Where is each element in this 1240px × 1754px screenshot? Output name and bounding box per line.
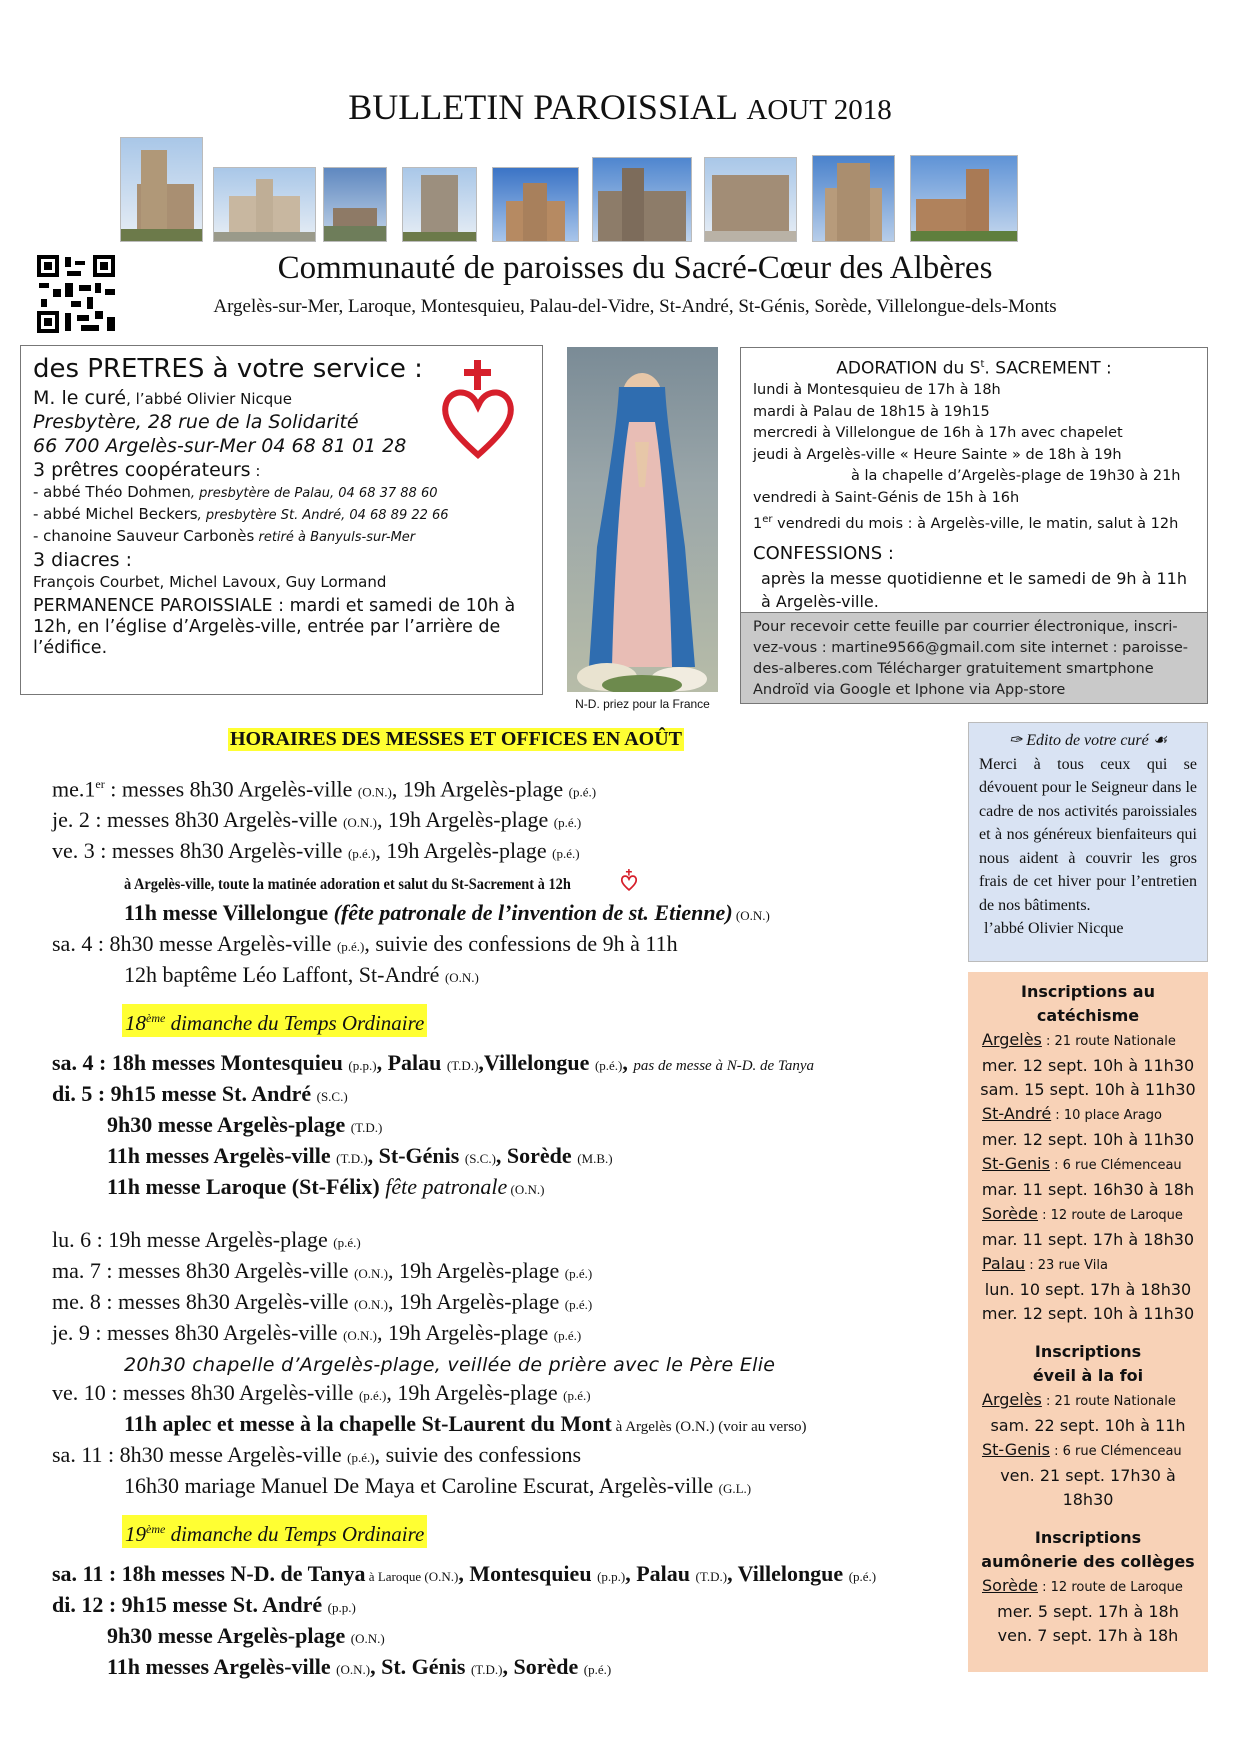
title-date: AOUT 2018 [746, 94, 892, 126]
madonna-caption: N-D. priez pour la France [575, 697, 710, 711]
inscription-date: mar. 11 sept. 16h30 à 18h [981, 1180, 1195, 1199]
schedule-row: 11h messe Villelongue (fête patronale de l’invention de st. Etienne) (O.N.) [124, 900, 770, 926]
villages-list: Argelès-sur-Mer, Laroque, Montesquieu, Palau-del-Vidre, St-André, St-Génis, Sorède, Villelongue-dels-Monts [213, 296, 1057, 317]
schedule-row: 20h30 chapelle d’Argelès-plage, veillée de prière avec le Père Elie [124, 1354, 776, 1377]
title-main: BULLETIN PAROISSIAL [348, 87, 738, 127]
priests-box: des PRETRES à votre service : M. le curé, l’abbé Olivier Nicque Presbytère, 28 rue de la Solidarité 66 700 Argelès-sur-Mer 04 68 81 01 28 3 prêtres coopérateurs : - abbé Théo Dohmen, presbytère de Palau, 04 68 37 88 60 - abbé Michel Beckers, presbytère St. André, 04 68 89 22 66 - chanoine Sauveur Carbonès retiré à Banyuls-sur-Mer 3 diacres : François Courbet, Michel Lavoux, Guy Lormand PERMANENCE PAROISSIALE : mardi et samedi de 10h à 12h, en l’église d’Argelès-ville, entrée par l’arrière de l’édifice. [20, 345, 543, 695]
schedule-row: je. 2 : messes 8h30 Argelès-ville (O.N.), 19h Argelès-plage (p.é.) [52, 807, 582, 833]
inscription-date: ven. 7 sept. 17h à 18h [997, 1626, 1179, 1645]
schedule-row: ma. 7 : messes 8h30 Argelès-ville (O.N.), 19h Argelès-plage (p.é.) [52, 1258, 593, 1284]
schedule-row: 9h30 messe Argelès-plage (T.D.) [107, 1112, 383, 1138]
inscription-date: sam. 22 sept. 10h à 11h [990, 1416, 1186, 1435]
sunday-18-heading: 18ème dimanche du Temps Ordinaire [52, 1004, 972, 1037]
schedule-row: à Argelès-ville, toute la matinée adoration et salut du St-Sacrement à 12h [52, 868, 972, 899]
presbytere-address: Presbytère, 28 rue de la Solidarité [33, 411, 359, 433]
adoration-line: jeudi à Argelès-ville « Heure Sainte » de 18h à 19h [753, 446, 1122, 463]
coop-name: - chanoine Sauveur Carbonès [33, 527, 255, 545]
madonna-statue-image [567, 347, 718, 692]
church-photo-6 [592, 157, 692, 242]
schedule-row: me. 8 : messes 8h30 Argelès-ville (O.N.), 19h Argelès-plage (p.é.) [52, 1289, 593, 1315]
aumonerie-title: Inscriptions [1034, 1528, 1142, 1547]
schedule-row: lu. 6 : 19h messe Argelès-plage (p.é.) [52, 1227, 361, 1253]
inscription-place: St-Genis [982, 1440, 1050, 1459]
schedule-row: di. 12 : 9h15 messe St. André (p.p.) [52, 1592, 356, 1618]
bulletin-title [0, 86, 1240, 128]
permanence-text: PERMANENCE PAROISSIALE : mardi et samedi de 10h à 12h, en l’église d’Argelès-ville, entrée par l’arrière de l’édifice. [33, 596, 516, 658]
schedule-row: me.1er : messes 8h30 Argelès-ville (O.N.), 19h Argelès-plage (p.é.) [52, 776, 597, 802]
inscription-date: mer. 12 sept. 10h à 11h30 [981, 1304, 1195, 1323]
schedule-row: je. 9 : messes 8h30 Argelès-ville (O.N.), 19h Argelès-plage (p.é.) [52, 1320, 582, 1346]
horaires-title: HORAIRES DES MESSES ET OFFICES EN AOÛT [230, 728, 682, 750]
church-photos [120, 137, 1150, 247]
diacres-title: 3 diacres : [33, 549, 132, 571]
schedule-row: 11h messe Laroque (St-Félix) fête patronale (O.N.) [107, 1174, 545, 1200]
schedule-row: sa. 4 : 8h30 messe Argelès-ville (p.é.), suivie des confessions de 9h à 11h [52, 931, 678, 957]
inscription-place: St-Genis [982, 1154, 1050, 1173]
church-photo-8 [812, 155, 895, 242]
inscription-date: 18h30 [1062, 1490, 1114, 1509]
church-photo-2 [213, 167, 316, 242]
cure-name: , l’abbé Olivier Nicque [126, 390, 293, 408]
schedule-row: 16h30 mariage Manuel De Maya et Caroline Escurat, Argelès-ville (G.L.) [124, 1473, 752, 1499]
schedule-row: 12h baptême Léo Laffont, St-André (O.N.) [124, 962, 479, 988]
adoration-line: à la chapelle d’Argelès-plage de 19h30 à 21h [851, 468, 1181, 485]
sacred-heart-icon [442, 360, 514, 460]
inscription-place: Sorède [982, 1576, 1039, 1595]
inscription-date: mar. 11 sept. 17h à 18h30 [981, 1230, 1195, 1249]
edito-signature: l’abbé Olivier Nicque [984, 920, 1124, 937]
adoration-line: mardi à Palau de 18h15 à 19h15 [753, 403, 990, 420]
inscriptions-box: Inscriptions au catéchisme Argelès : 21 route Nationale mer. 12 sept. 10h à 11h30 sam. 15 sept. 10h à 11h30 St-André : 10 place Arago mer. 12 sept. 10h à 11h30 St-Genis : 6 rue Clémenceau mar. 11 sept. 16h30 à 18h Sorède : 12 route de Laroque mar. 11 sept. 17h à 18h30 Palau : 23 rue Vila lun. 10 sept. 17h à 18h30 mer. 12 sept. 10h à 11h30 Inscriptions éveil à la foi Argelès : 21 route Nationale sam. 22 sept. 10h à 11h St-Genis : 6 rue Clémenceau ven. 21 sept. 17h30 à 18h30 Inscriptions aumônerie des collèges Sorède : 12 route de Laroque mer. 5 sept. 17h à 18h ven. 7 sept. 17h à 18h [968, 972, 1208, 1672]
schedule-row: ve. 3 : messes 8h30 Argelès-ville (p.é.), 19h Argelès-plage (p.é.) [52, 838, 580, 864]
coop-name: - abbé Michel Beckers [33, 505, 198, 523]
schedule-row: di. 5 : 9h15 messe St. André (S.C.) [52, 1081, 348, 1107]
inscription-date: lun. 10 sept. 17h à 18h30 [984, 1280, 1192, 1299]
adoration-title: ADORATION du S [836, 358, 981, 379]
inscription-place: Palau [982, 1254, 1026, 1273]
edito-box [968, 722, 1208, 962]
first-friday: 1 [753, 515, 763, 532]
adoration-line: vendredi à Saint-Génis de 15h à 16h [753, 489, 1020, 506]
church-photo-7 [704, 157, 797, 242]
mass-schedule [52, 770, 972, 1684]
diacres-names: François Courbet, Michel Lavoux, Guy Lormand [33, 573, 387, 591]
sunday-19-heading: 19ème dimanche du Temps Ordinaire [52, 1515, 972, 1548]
inscription-place: Sorède [982, 1204, 1039, 1223]
newsletter-box: Pour recevoir cette feuille par courrier électronique, inscri-vez-vous : martine9566@gmail.com site internet : paroisse-des-alberes.com Télécharger gratuitement smartphone Androïd via Google et Iphone via App-store [740, 612, 1208, 704]
schedule-row: sa. 11 : 18h messes N-D. de Tanya à Laroque (O.N.), Montesquieu (p.p.), Palau (T.D.), Villelongue (p.é.) [52, 1561, 877, 1587]
adoration-box: ADORATION du $S^t$. SACREMENT : lundi à Montesquieu de 17h à 18h mardi à Palau de 18h15 à 19h15 mercredi à Villelongue de 16h à 17h avec chapelet jeudi à Argelès-ville « Heure Sainte » de 18h à 19h à la chapelle d’Argelès-plage de 19h30 à 21h vendredi à Saint-Génis de 15h à 16h 1er vendredi du mois : à Argelès-ville, le matin, salut à 12h CONFESSIONS : après la messe quotidienne et le samedi de 9h à 11h à Argelès-ville. [740, 347, 1208, 612]
inscription-date: ven. 21 sept. 17h30 à [1000, 1466, 1176, 1485]
schedule-row: 11h aplec et messe à la chapelle St-Laurent du Mont à Argelès (O.N.) (voir au verso) [124, 1411, 807, 1437]
schedule-row: ve. 10 : messes 8h30 Argelès-ville (p.é.), 19h Argelès-plage (p.é.) [52, 1380, 591, 1406]
church-photo-3 [323, 167, 387, 242]
church-photo-1 [120, 137, 203, 242]
confessions-title: CONFESSIONS : [753, 543, 894, 565]
schedule-row: 11h messes Argelès-ville (T.D.), St-Génis (S.C.), Sorède (M.B.) [107, 1143, 613, 1169]
catechisme-title: Inscriptions au [1021, 982, 1155, 1001]
adoration-line: lundi à Montesquieu de 17h à 18h [753, 382, 1001, 399]
edito-title: ✑ Edito de votre curé ☙ [1008, 732, 1168, 749]
inscription-place: Argelès [982, 1030, 1042, 1049]
qr-code[interactable] [37, 255, 115, 333]
cure-label: M. le curé [33, 387, 127, 409]
church-photo-4 [402, 167, 477, 242]
coop-title: 3 prêtres coopérateurs [33, 459, 251, 481]
church-photo-5 [492, 167, 579, 242]
presbytere-city-phone: 66 700 Argelès-sur-Mer 04 68 81 01 28 [33, 435, 407, 457]
inscription-place: St-André [982, 1104, 1052, 1123]
schedule-row: sa. 11 : 8h30 messe Argelès-ville (p.é.), suivie des confessions [52, 1442, 582, 1468]
priests-title: des PRETRES à votre service : [33, 354, 423, 384]
church-photo-9 [910, 155, 1018, 242]
schedule-row: sa. 4 : 18h messes Montesquieu (p.p.), Palau (T.D.),Villelongue (p.é.), pas de messe à N-D. de Tanya [52, 1050, 815, 1076]
edito-text: Merci à tous ceux qui se dévouent pour le Seigneur dans le cadre de nos activités paroissiales et à nos généreux bienfaiteurs qui nous aident à couvrir les gros frais de cet hiver pour l’entretien de nos bâtiments. [979, 755, 1197, 914]
confessions-text: après la messe quotidienne et le samedi de 9h à 11h à Argelès-ville. [761, 569, 1187, 612]
schedule-row: 9h30 messe Argelès-plage (O.N.) [107, 1623, 385, 1649]
inscription-date: mer. 12 sept. 10h à 11h30 [981, 1130, 1195, 1149]
community-name: Communauté de paroisses du Sacré-Cœur des Albères [277, 250, 993, 286]
inscription-date: mer. 5 sept. 17h à 18h [997, 1602, 1179, 1621]
inscription-place: Argelès [982, 1390, 1042, 1409]
sacred-heart-icon [621, 869, 637, 891]
schedule-row: 11h messes Argelès-ville (O.N.), St. Génis (T.D.), Sorède (p.é.) [107, 1654, 612, 1680]
eveil-title: Inscriptions [1034, 1342, 1142, 1361]
adoration-line: mercredi à Villelongue de 16h à 17h avec chapelet [753, 425, 1123, 442]
coop-name: - abbé Théo Dohmen [33, 483, 191, 501]
inscription-date: sam. 15 sept. 10h à 11h30 [980, 1080, 1196, 1099]
inscription-date: mer. 12 sept. 10h à 11h30 [981, 1056, 1195, 1075]
